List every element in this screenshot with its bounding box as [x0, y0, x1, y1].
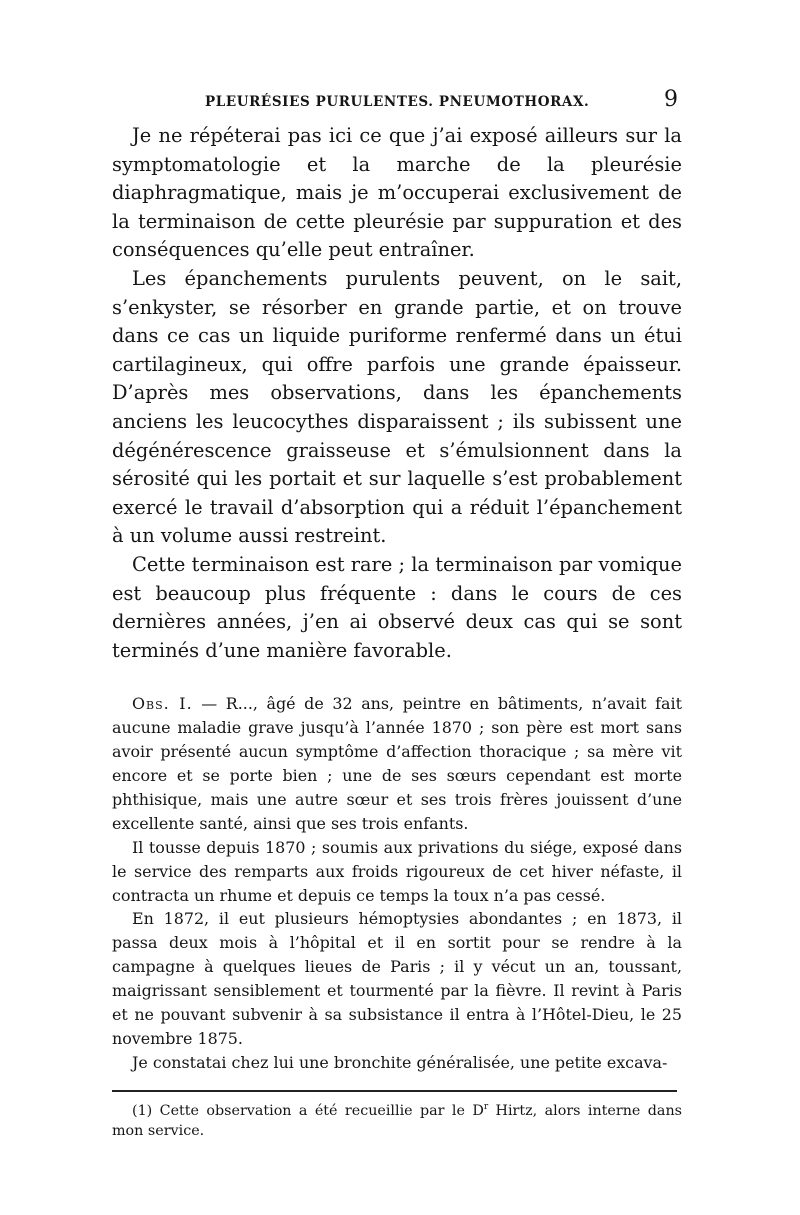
observation-paragraph: En 1872, il eut plusieurs hémoptysies abondantes ; en 1873, il passa deux mois à l’hôpital et il en sortit pour se rendre à la campagne à quelques lieues de Paris ; il y vécut un an, toussant, maigrissant sensiblement et tourmenté par la fièvre. Il revint à Paris et ne pouvant subvenir à sa subsistance il entra à l’Hôtel-Dieu, le 25 novembre 1875.: [112, 909, 682, 1048]
observation-paragraph: Il tousse depuis 1870 ; soumis aux privations du siége, exposé dans le service des remparts aux froids rigoureux de cet hiver néfaste, il contracta un rhume et depuis ce temps la toux n’a pas cessé.: [112, 837, 682, 905]
observation-paragraph: Je constatai chez lui une bronchite généralisée, une petite excava-: [132, 1052, 668, 1072]
observation-text: R..., âgé de 32 ans, peintre en bâtiments, n’avait fait aucune maladie grave jusqu’à l’année 1870 ; son père est mort sans avoir présenté aucun symptôme d’affection thoracique ; sa mère vit encore et se porte bien ; une de ses sœurs cependant est morte phthisique, mais une autre sœur et ses trois frères jouissent d’une excellente santé, ainsi que ses trois enfants.: [112, 694, 682, 833]
paragraph: Cette terminaison est rare ; la terminaison par vomique est beaucoup plus fréquente : dans le cours de ces dernières années, j’en ai observé deux cas qui se sont terminés d’une manière favorable.: [112, 552, 682, 662]
book-page: [112, 87, 682, 1155]
paragraph: Les épanchements purulents peuvent, on le sait, s’enkyster, se résorber en grande partie, et on trouve dans ce cas un liquide puriforme renfermé dans un étui cartilagineux, qui offre parfois une grande épaisseur. D’après mes observations, dans les épanchements anciens les leucocythes disparaissent ; ils subissent une dégénérescence graisseuse et s’émulsionnent dans la sérosité qui les portait et sur laquelle s’est probablement exercé le travail d’absorption qui a réduit l’épanchement à un volume aussi restreint.: [112, 266, 682, 548]
observation-section: [112, 692, 682, 1075]
running-title: PLEURÉSIES PURULENTES. PNEUMOTHORAX.: [205, 94, 590, 110]
observation-label: Obs. I.: [132, 694, 193, 714]
page-number: 9: [664, 87, 678, 112]
paragraph: Je ne répéterai pas ici ce que j’ai exposé ailleurs sur la symptomatologie et la marche de la pleurésie diaphragmatique, mais je m’occuperai exclusivement de la terminaison de cette pleurésie par suppuration et des conséquences qu’elle peut entraîner.: [112, 124, 682, 262]
main-text: [112, 122, 682, 665]
observation-paragraph: [112, 692, 682, 835]
observation-dash: —: [201, 694, 218, 714]
running-head: [112, 87, 682, 122]
footnote-text-start: (1) Cette observation a été recueillie par le D: [132, 1102, 484, 1119]
footnote-divider: [112, 1090, 677, 1092]
footnote: [112, 1101, 682, 1141]
footnote-text-end: Hirtz, alors interne dans mon service.: [112, 1102, 682, 1139]
footnote-superscript: r: [483, 1102, 489, 1113]
